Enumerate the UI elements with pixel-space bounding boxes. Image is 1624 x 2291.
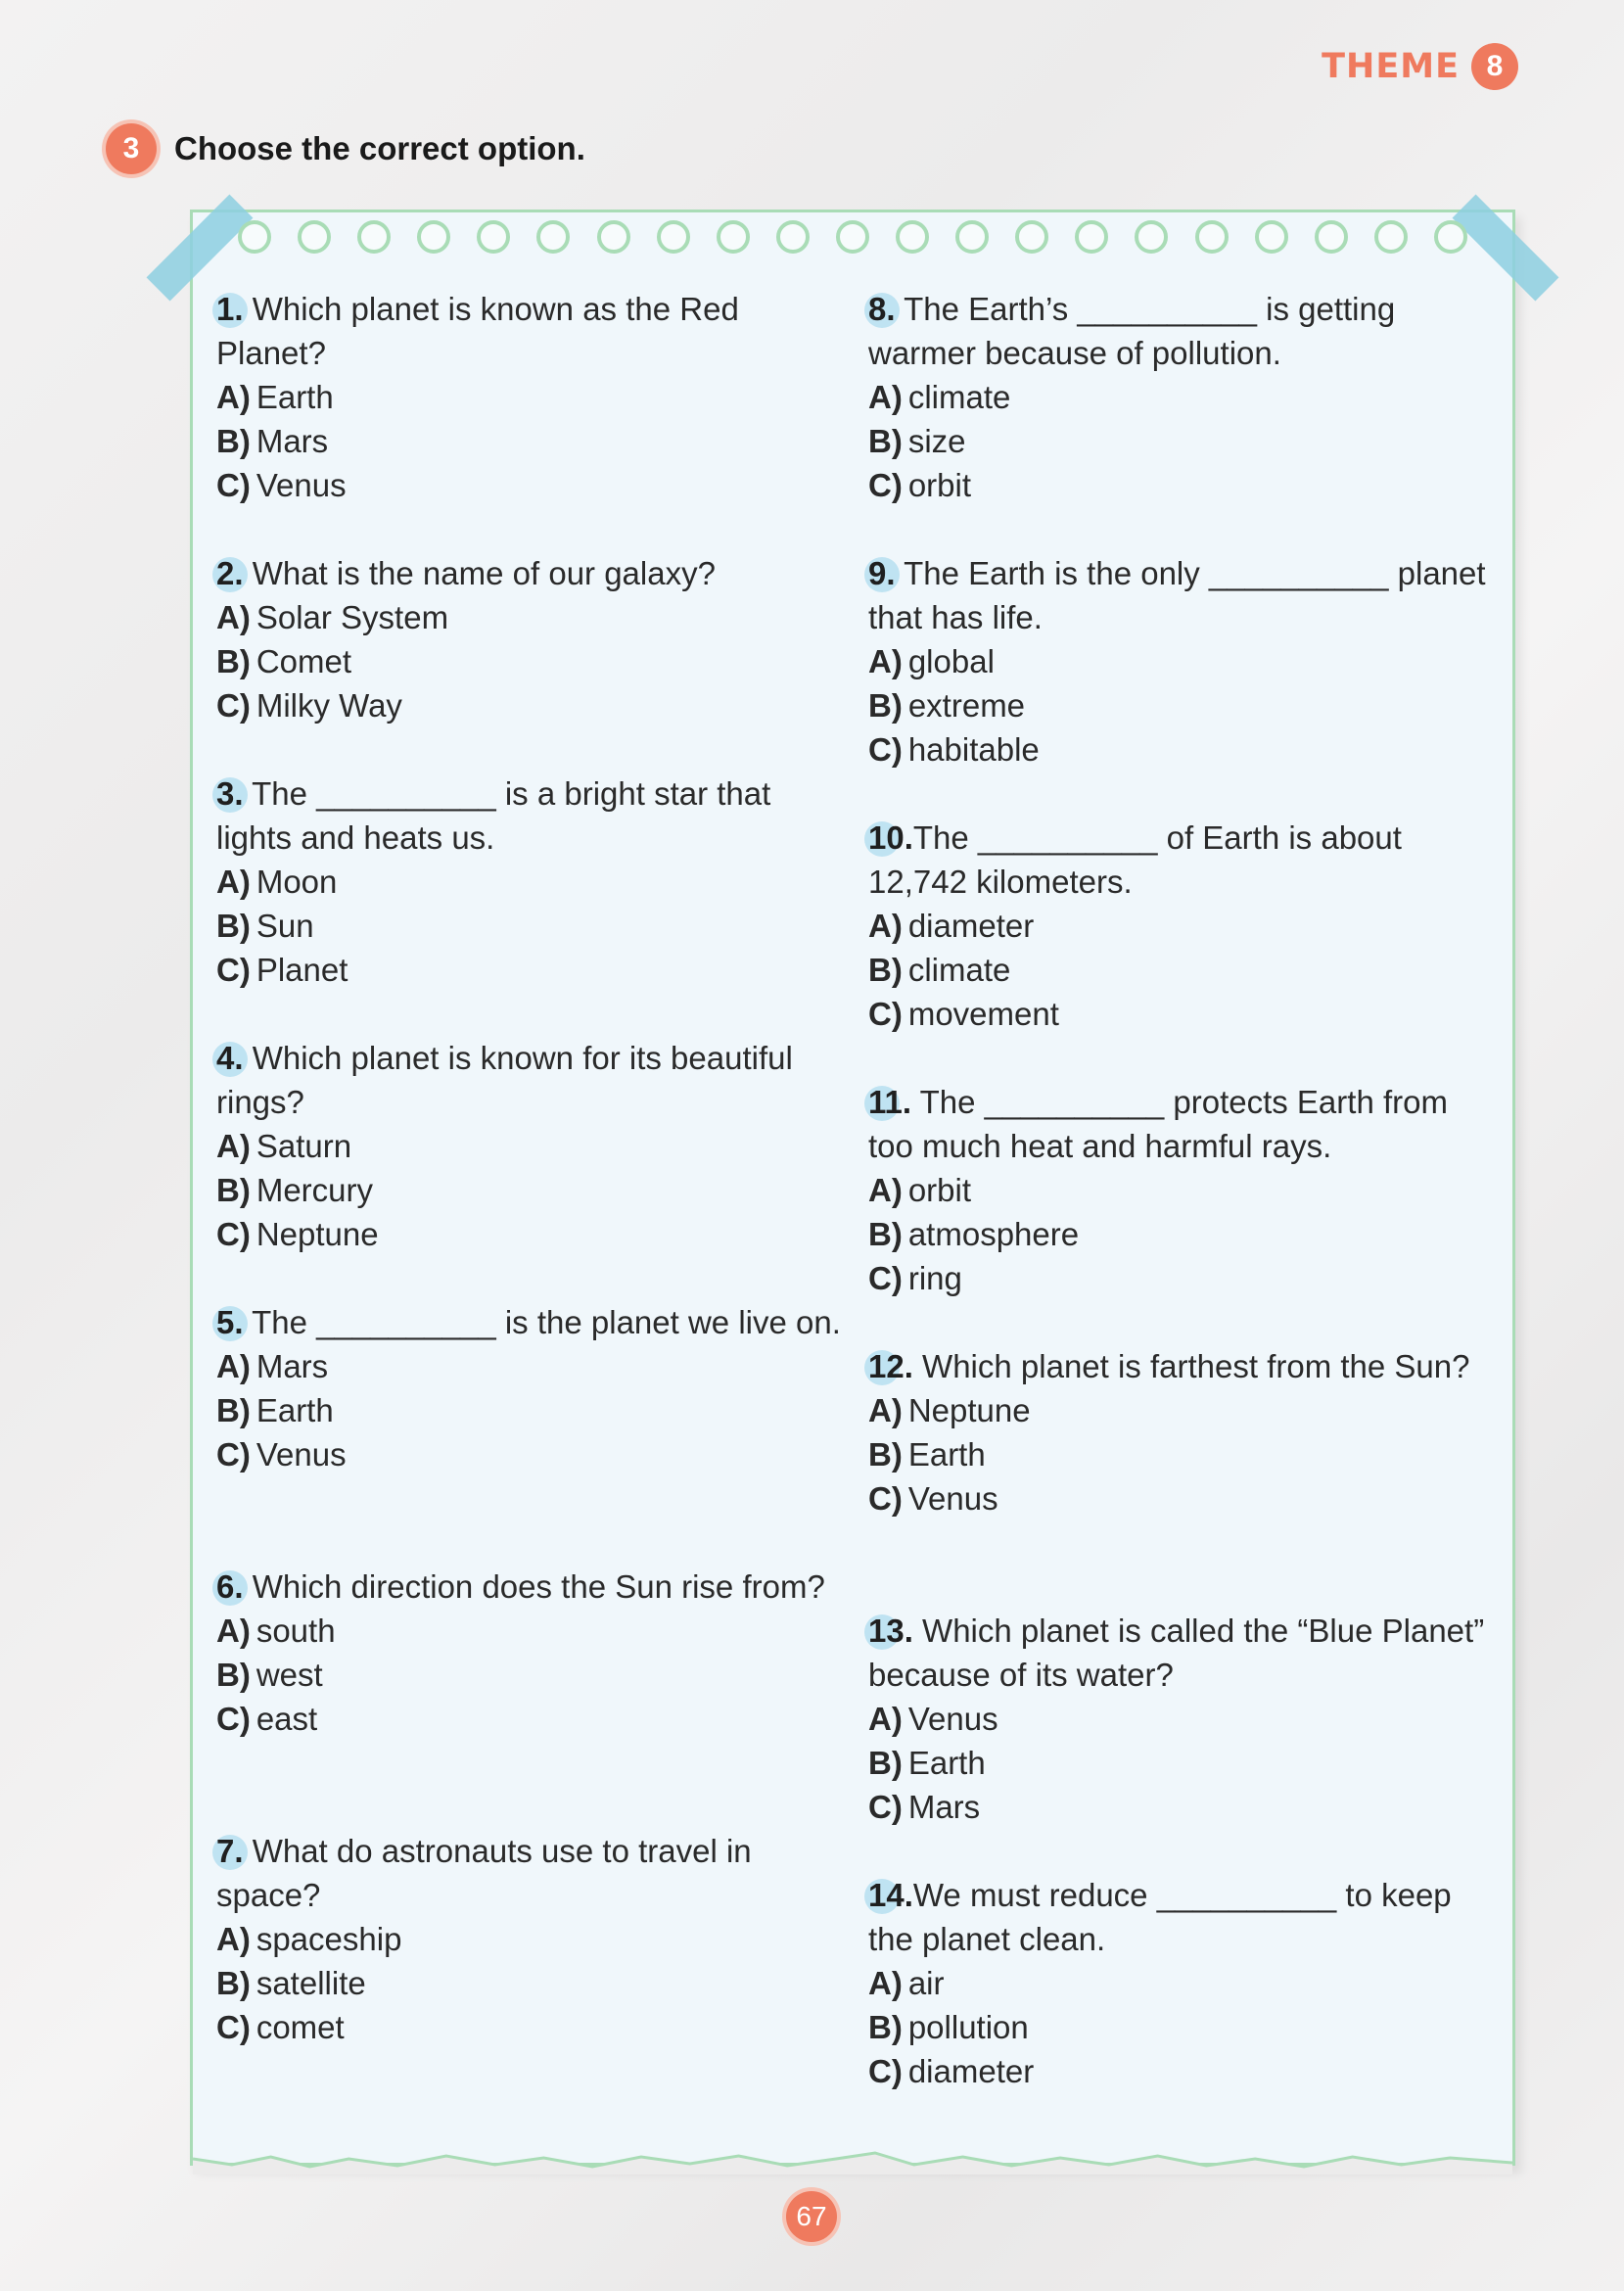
option-a[interactable]: A) orbit	[868, 1172, 972, 1208]
question-number: 12.	[868, 1348, 913, 1384]
option-b[interactable]: B) Earth	[868, 1436, 986, 1473]
tape-right	[1453, 195, 1559, 302]
theme-number-badge: 8	[1471, 43, 1518, 90]
option-b[interactable]: B) Mars	[216, 423, 329, 459]
question-number: 13.	[868, 1613, 913, 1649]
option-b[interactable]: B) climate	[868, 952, 1011, 988]
option-b[interactable]: B) atmosphere	[868, 1216, 1080, 1252]
option-a[interactable]: A) climate	[868, 379, 1011, 415]
option-b[interactable]: B) Earth	[216, 1392, 334, 1428]
question-text: The Earth’s __________ is getting warmer because of pollution.	[868, 291, 1396, 371]
spiral-ring	[1195, 220, 1229, 254]
question-4	[216, 1036, 843, 1256]
option-a[interactable]: A) air	[868, 1965, 945, 2001]
spiral-ring	[1434, 220, 1467, 254]
question-number: 7.	[216, 1833, 244, 1869]
option-b[interactable]: B) satellite	[216, 1965, 366, 2001]
question-text: What is the name of our galaxy?	[252, 555, 716, 591]
option-c[interactable]: C) diameter	[868, 2053, 1035, 2089]
option-c[interactable]: C) east	[216, 1701, 318, 1737]
spiral-ring	[597, 220, 630, 254]
spiral-ring	[1135, 220, 1168, 254]
question-text: Which planet is farthest from the Sun?	[922, 1348, 1470, 1384]
notebook-paper	[190, 210, 1515, 2166]
torn-edge	[193, 2151, 1512, 2174]
question-12	[868, 1344, 1495, 1520]
question-number: 14.	[868, 1877, 913, 1913]
theme-label: THEME	[1322, 47, 1460, 86]
question-number: 1.	[216, 291, 244, 327]
option-a[interactable]: A) Neptune	[868, 1392, 1031, 1428]
option-b[interactable]: B) Comet	[216, 643, 352, 679]
question-number: 3.	[216, 775, 244, 812]
option-a[interactable]: A) Venus	[868, 1701, 998, 1737]
option-c[interactable]: C) Mars	[868, 1789, 981, 1825]
question-2	[216, 551, 843, 727]
option-b[interactable]: B) Mercury	[216, 1172, 374, 1208]
question-number: 6.	[216, 1568, 244, 1605]
spiral-ring	[1255, 220, 1288, 254]
question-number: 4.	[216, 1040, 244, 1076]
page-number-badge: 67	[786, 2191, 837, 2242]
question-number: 9.	[868, 555, 896, 591]
spiral-ring	[1075, 220, 1108, 254]
spiral-ring	[657, 220, 690, 254]
option-a[interactable]: A) diameter	[868, 908, 1035, 944]
question-text: The __________ of Earth is about 12,742 kilometers.	[868, 819, 1402, 900]
question-text: We must reduce __________ to keep the planet clean.	[868, 1877, 1452, 1957]
option-c[interactable]: C) orbit	[868, 467, 972, 503]
option-a[interactable]: A) Moon	[216, 864, 338, 900]
spiral-ring	[717, 220, 750, 254]
question-14	[868, 1873, 1495, 2093]
option-b[interactable]: B) west	[216, 1657, 323, 1693]
spiral-ring	[776, 220, 810, 254]
exercise-heading	[106, 123, 585, 174]
option-b[interactable]: B) extreme	[868, 687, 1026, 724]
question-text: What do astronauts use to travel in space?	[216, 1833, 752, 1913]
spiral-ring	[298, 220, 331, 254]
question-number: 11.	[868, 1084, 912, 1120]
question-9	[868, 551, 1495, 771]
question-text: Which planet is known as the Red Planet?	[216, 291, 739, 371]
question-5	[216, 1300, 843, 1476]
option-a[interactable]: A) Mars	[216, 1348, 329, 1384]
spiral-ring	[1015, 220, 1048, 254]
option-a[interactable]: A) spaceship	[216, 1921, 402, 1957]
spiral-ring	[357, 220, 391, 254]
option-a[interactable]: A) Saturn	[216, 1128, 352, 1164]
question-6	[216, 1565, 843, 1741]
option-c[interactable]: C) Venus	[216, 1436, 347, 1473]
spiral-ring	[238, 220, 271, 254]
spiral-ring	[896, 220, 929, 254]
spiral-ring	[1374, 220, 1408, 254]
spiral-ring	[1315, 220, 1348, 254]
option-c[interactable]: C) Neptune	[216, 1216, 379, 1252]
spiral-ring	[477, 220, 510, 254]
theme-tag	[1322, 43, 1518, 90]
question-text: Which planet is called the “Blue Planet” because of its water?	[868, 1613, 1485, 1693]
exercise-instruction: Choose the correct option.	[174, 130, 585, 166]
option-c[interactable]: C) Milky Way	[216, 687, 402, 724]
question-text: Which planet is known for its beautiful rings?	[216, 1040, 793, 1120]
question-13	[868, 1609, 1495, 1829]
question-1	[216, 287, 843, 507]
option-b[interactable]: B) Earth	[868, 1745, 986, 1781]
question-text: Which direction does the Sun rise from?	[252, 1568, 825, 1605]
spiral-ring	[417, 220, 450, 254]
question-number: 2.	[216, 555, 244, 591]
spiral-rings	[238, 220, 1467, 254]
question-text: The __________ is the planet we live on.	[252, 1304, 841, 1340]
question-number: 10.	[868, 819, 913, 856]
option-a[interactable]: A) global	[868, 643, 995, 679]
spiral-ring	[536, 220, 570, 254]
option-c[interactable]: C) Planet	[216, 952, 348, 988]
option-a[interactable]: A) south	[216, 1613, 336, 1649]
question-text: The __________ protects Earth from too much heat and harmful rays.	[868, 1084, 1448, 1164]
question-10	[868, 816, 1495, 1036]
exercise-number-badge: 3	[106, 123, 157, 174]
spiral-ring	[836, 220, 869, 254]
option-b[interactable]: B) size	[868, 423, 966, 459]
spiral-ring	[955, 220, 989, 254]
option-c[interactable]: C) Venus	[868, 1480, 998, 1517]
option-b[interactable]: B) Sun	[216, 908, 314, 944]
question-3	[216, 771, 843, 992]
question-11	[868, 1080, 1495, 1300]
option-c[interactable]: C) ring	[868, 1260, 962, 1296]
option-c[interactable]: C) comet	[216, 2009, 345, 2045]
question-text: The Earth is the only __________ planet that has life.	[868, 555, 1486, 635]
question-text: The __________ is a bright star that lights and heats us.	[216, 775, 771, 856]
question-7	[216, 1829, 843, 2049]
option-a[interactable]: A) Earth	[216, 379, 334, 415]
option-c[interactable]: C) Venus	[216, 467, 347, 503]
question-8	[868, 287, 1495, 507]
question-number: 8.	[868, 291, 896, 327]
option-c[interactable]: C) habitable	[868, 731, 1040, 768]
question-number: 5.	[216, 1304, 244, 1340]
option-a[interactable]: A) Solar System	[216, 599, 449, 635]
option-c[interactable]: C) movement	[868, 996, 1059, 1032]
option-b[interactable]: B) pollution	[868, 2009, 1029, 2045]
